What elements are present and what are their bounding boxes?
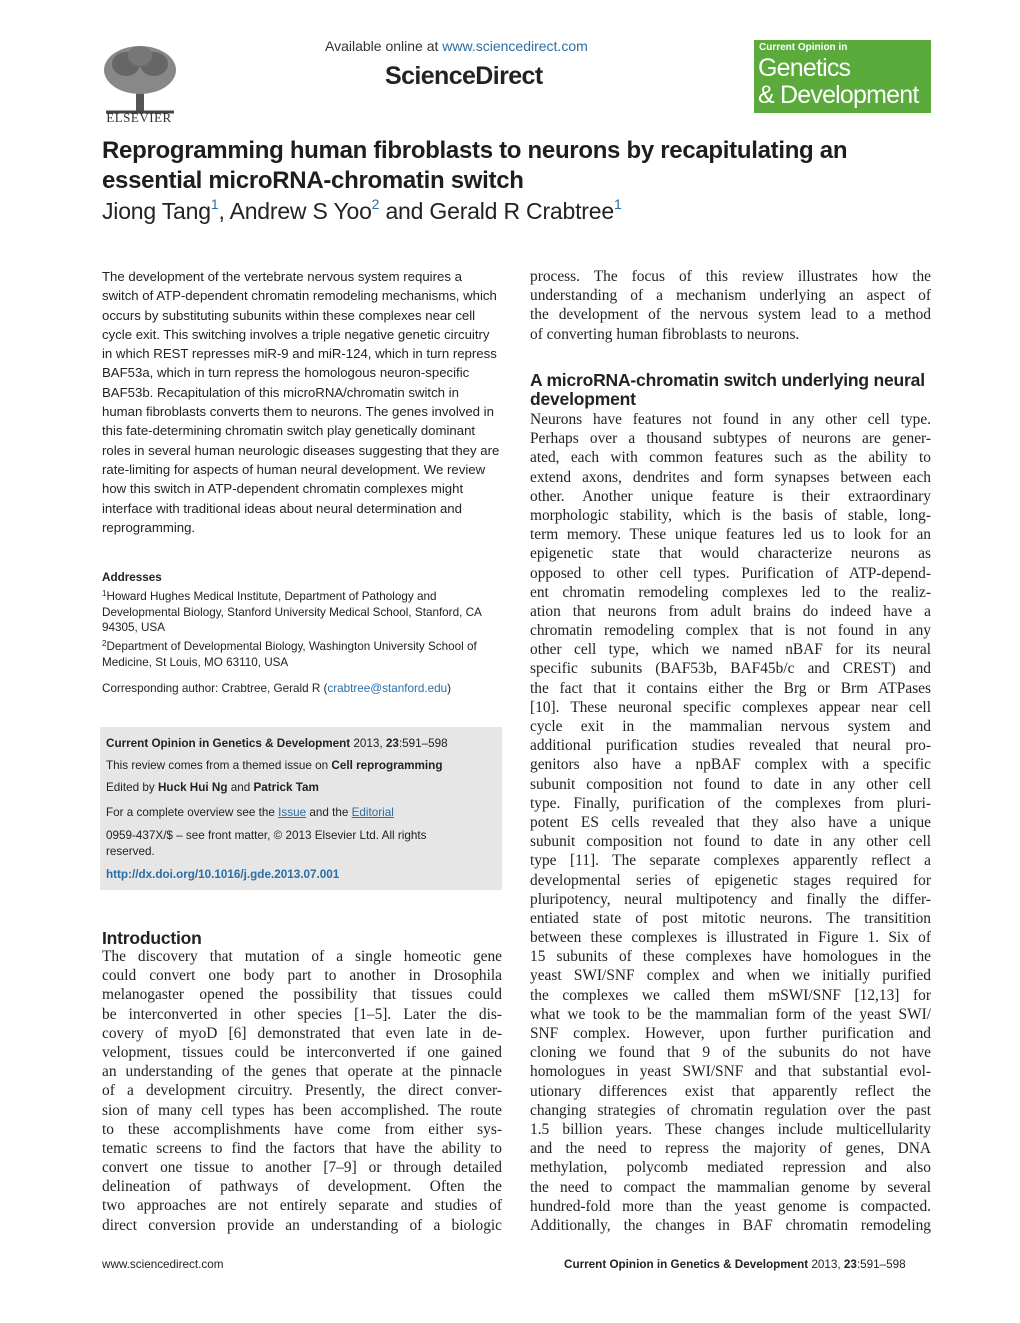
text-line: Perhaps over a thousand subtypes of neurons are gener- xyxy=(530,430,931,448)
text-line: Additionally, the changes in BAF chromatin remodeling xyxy=(530,1216,931,1234)
text-line: potent ES cells revealed that they also have a unique xyxy=(530,813,931,831)
introduction-heading: Introduction xyxy=(102,928,202,948)
text-line: chromatin remodeling complex that is not found in any xyxy=(530,622,931,640)
overview-line: For a complete overview see the Issue and the Editorial xyxy=(106,806,394,819)
addresses-heading: Addresses xyxy=(102,571,162,584)
text-line: type. Finally, purification of the complexes from pluri- xyxy=(530,794,931,812)
text-line: changing strategies of chromatin regulation over the past xyxy=(530,1101,931,1119)
text-line: pluripotency, neural multipotency and finally the differ- xyxy=(530,890,931,908)
journal-logo-line2: & Development xyxy=(758,81,919,109)
text-line: covery of myoD [6] demonstrated that even late in de- xyxy=(102,1024,502,1042)
author-list: Jiong Tang$^1$, Andrew S Yoo$^2$ and Gerald R Crabtree$^1$ xyxy=(102,196,622,224)
editors-line: Edited by Huck Hui Ng and Patrick Tam xyxy=(106,781,319,794)
text-line: melanogaster opened the possibility that tissues could xyxy=(102,986,502,1004)
abstract: The development of the vertebrate nervous system requires a switch of ATP-dependent chromatin remodeling mechanisms, which occurs by substituting subunits within these complexes near cell cycle exit. This switching involves a triple negative genetic circuitry in which REST represses miR-9 and miR-124, which in turn repress BAF53a, which in turn repress the homologous neuron-specific BAF53b. Recapitulation of this microRNA/chromatin switch in human fibroblasts converts them to neurons. The genes involved in this fate-determining chromatin switch play genetically dominant roles in several human neurologic diseases suggesting that they are rate-limiting for aspects of human neural development. We review how this switch in ATP-dependent chromatin complexes might interface with traditional ideas about neural determination and reprogramming. xyxy=(102,269,500,535)
section-body xyxy=(530,410,931,1235)
available-online: Available online at www.sciencedirect.com xyxy=(325,38,588,54)
journal-logo xyxy=(754,40,931,113)
publisher-name: ELSEVIER xyxy=(106,110,172,125)
copyright-line: 0959-437X/$ – see front matter, © 2013 Elsevier Ltd. All rights reserved. xyxy=(106,829,427,858)
text-line: Neurons have features not found in any other cell type. xyxy=(530,411,931,428)
text-line: type [11]. The separate complexes apparently reflect a xyxy=(530,852,931,870)
text-line: term memory. These unique features led us to look for an xyxy=(530,526,931,544)
platform-name: ScienceDirect xyxy=(385,62,543,90)
affiliation-ref[interactable]: 2 xyxy=(371,196,380,212)
email-link[interactable]: crabtree@stanford.edu xyxy=(327,682,448,695)
text-line: methylation, polycomb mediated repression and also xyxy=(530,1159,931,1177)
text-line: the complexes we called them mSWI/SNF [12,13] for xyxy=(530,986,931,1004)
article-title: Reprogramming human fibroblasts to neurons by recapitulating an essential microRNA-chromatin switch xyxy=(102,137,848,194)
text-line: [10]. These neuronal specific complexes appear near cell xyxy=(530,698,931,716)
continued-paragraph xyxy=(530,267,931,344)
introduction-body xyxy=(102,947,502,1235)
text-line: sion of many cell types has been accomplished. The route xyxy=(102,1101,502,1119)
text-line: 15 subunits of these complexes have homologues in the xyxy=(530,948,931,966)
text-line: two approaches are not entirely separate and studies of xyxy=(102,1197,502,1215)
text-line: be interconverted in other species [1–5]. Later the dis- xyxy=(102,1005,502,1023)
elsevier-tree-icon xyxy=(96,42,184,114)
theme-line: This review comes from a themed issue on Cell reprogramming xyxy=(106,759,443,772)
author-name: Jiong Tang xyxy=(102,198,211,224)
text-line: hundred-fold more than the yeast genome is compacted. xyxy=(530,1197,931,1215)
article-info-box xyxy=(100,727,502,890)
text-line: other cell type, which we named nBAF for its neural xyxy=(530,641,931,659)
text-line: of a development circuitry. Presently, the direct conver- xyxy=(102,1082,502,1100)
doi-link[interactable]: http://dx.doi.org/10.1016/j.gde.2013.07.001 xyxy=(106,868,340,881)
issue-link[interactable]: Issue xyxy=(278,806,307,819)
text-line: yeast SWI/SNF complex and when we initially purified xyxy=(530,967,931,985)
text-line: velopment, tissues could be interconverted if one gained xyxy=(102,1043,502,1061)
text-line: what we took to be the mammalian form of the yeast SWI/ xyxy=(530,1005,931,1023)
text-line: SNF complex. However, upon further purification and xyxy=(530,1025,931,1042)
text-line: subunit composition not found to date in any other cell xyxy=(530,775,931,793)
text-line: utionary differences exist that apparently reflect the xyxy=(530,1082,931,1100)
affiliation-ref[interactable]: 1 xyxy=(210,196,219,212)
text-line: entiated state of post mitotic neurons. The transitition xyxy=(530,909,931,927)
section-heading: A microRNA-chromatin switch underlying neural development xyxy=(530,370,925,409)
text-line: understanding of a mechanism underlying an aspect of xyxy=(530,287,931,305)
address-item: $^2$Department of Developmental Biology, Washington University School of Medicine, St Louis, MO 63110, USA xyxy=(102,639,477,669)
editorial-link[interactable]: Editorial xyxy=(351,806,394,819)
text-line: ent chromatin remodeling complexes led to the realiz- xyxy=(530,583,931,601)
citation-line: Current Opinion in Genetics & Development 2013, 23:591–598 xyxy=(106,737,448,750)
text-line: the development of the nervous system lead to a method xyxy=(530,306,931,324)
text-line: between these complexes is illustrated in Figure 1. Six of xyxy=(530,929,931,947)
text-line: specific subunits (BAF53b, BAF45b/c and CREST) and xyxy=(530,660,931,678)
address-item: $^1$Howard Hughes Medical Institute, Department of Pathology and Developmental Biology, Stanford University Medical School, Stanford, CA 94305, USA xyxy=(102,588,482,635)
text-line: extend axons, dendrites and form synapses between each xyxy=(530,468,931,486)
text-line: epigenetic state that would characterize neurons as xyxy=(530,545,931,563)
addresses xyxy=(102,570,500,671)
text-line: The discovery that mutation of a single homeotic gene xyxy=(102,948,502,965)
sciencedirect-link[interactable]: www.sciencedirect.com xyxy=(442,38,588,54)
text-line: convert one tissue to another [7–9] or through detailed xyxy=(102,1159,502,1177)
text-line: morphologic stability, which is the basis of stable, long- xyxy=(530,506,931,524)
corresponding-author: Corresponding author: Crabtree, Gerald R (crabtree@stanford.edu) xyxy=(102,682,452,695)
text-line: opposed to other cell types. Purification of ATP-depend- xyxy=(530,564,931,582)
author-name: Andrew S Yoo xyxy=(229,198,372,224)
author-name: Gerald R Crabtree xyxy=(429,198,614,224)
text-line: other. Another unique feature is their extraordinary xyxy=(530,487,931,505)
affiliation-ref[interactable]: 1 xyxy=(613,196,622,212)
text-line: and the need to repress the majority of genes, DNA xyxy=(530,1140,931,1158)
text-line: an understanding of the genes that operate at the pinnacle xyxy=(102,1063,502,1081)
text-line: tematic screens to find the factors that have the ability to xyxy=(102,1139,502,1157)
text-line: homologues in yeast SWI/SNF and that substantial evol- xyxy=(530,1063,931,1081)
text-line: additional purification studies revealed that neural pro- xyxy=(530,737,931,755)
text-line: of converting human fibroblasts to neurons. xyxy=(530,325,800,343)
text-line: developmental series of epigenetic stages required for xyxy=(530,871,931,889)
text-line: genitors also have a npBAF complex with a specific xyxy=(530,756,931,774)
text-line: the need to compact the mammalian genome by several xyxy=(530,1178,931,1196)
text-line: direct conversion provide an understanding of a biologic xyxy=(102,1216,502,1234)
text-line: subunit composition not found to date in any other cell xyxy=(530,833,931,851)
footer-citation: Current Opinion in Genetics & Development 2013, 23:591–598 xyxy=(564,1258,906,1271)
text-line: could convert one body part to another in Drosophila xyxy=(102,967,502,985)
text-line: 1.5 billion years. These changes include multicellularity xyxy=(530,1120,931,1138)
journal-logo-top: Current Opinion in xyxy=(759,42,848,53)
text-line: cloning we found that 9 of the subunits do not have xyxy=(530,1044,931,1062)
footer-site[interactable]: www.sciencedirect.com xyxy=(102,1258,224,1271)
text-line: the fact that it contains either the Brg or Brm ATPases xyxy=(530,679,931,697)
text-line: process. The focus of this review illustrates how the xyxy=(530,268,931,285)
text-line: cycle exit in the mammalian nervous system and xyxy=(530,718,931,735)
text-line: delineation of pathways of development. Often the xyxy=(102,1178,502,1196)
text-line: ation that neurons from adult brains do indeed have a xyxy=(530,602,931,620)
text-line: ated, each with common features such as the ability to xyxy=(530,449,931,467)
text-line: to these accomplishments have come from either sys- xyxy=(102,1120,502,1138)
journal-logo-line1: Genetics xyxy=(758,54,851,82)
